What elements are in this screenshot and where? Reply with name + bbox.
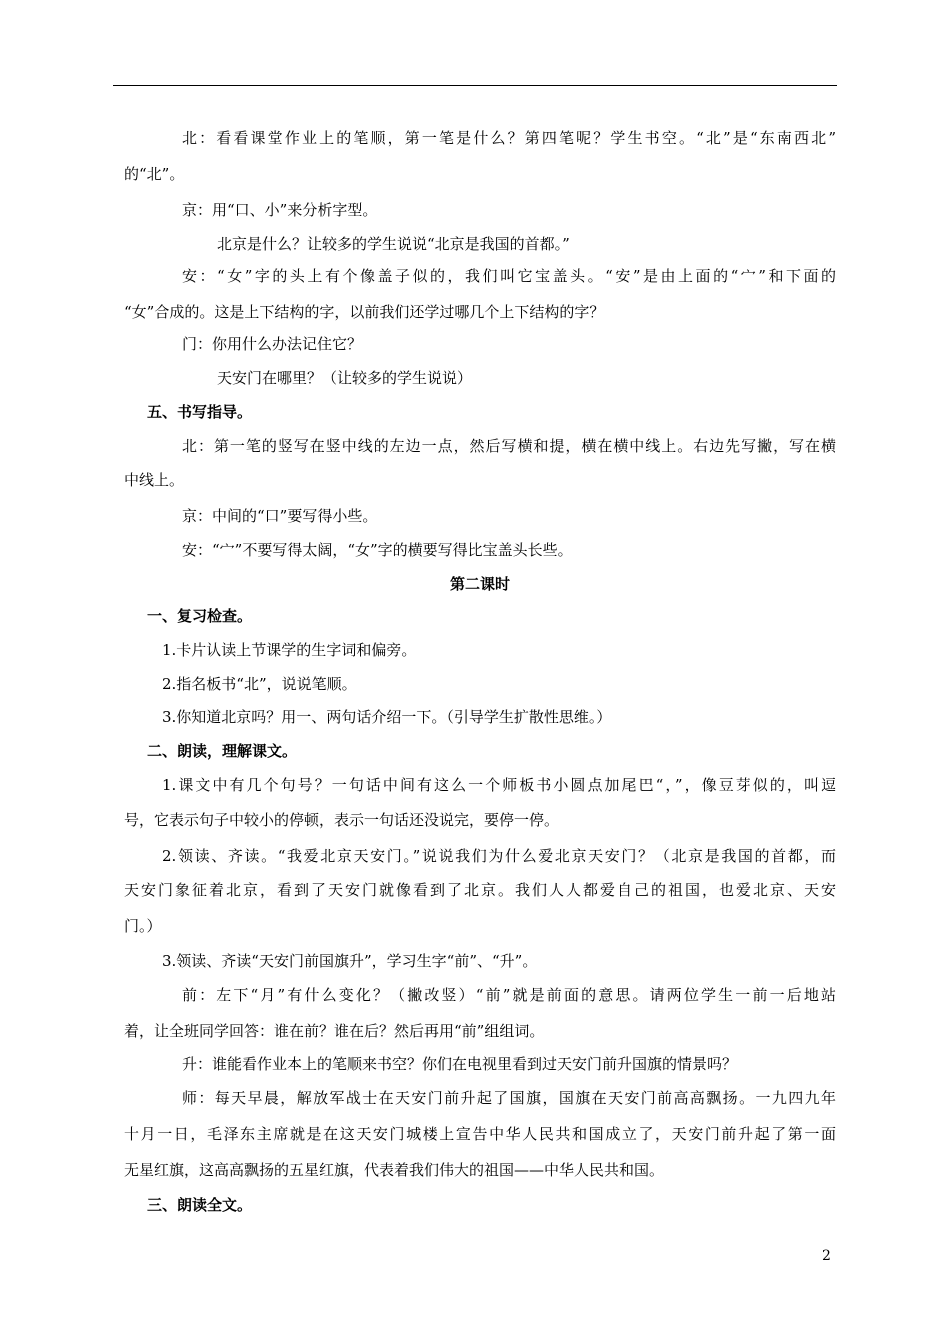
text-line: 安：“女”字的头上有个像盖子似的，我们叫它宝盖头。“安”是由上面的“宀”和下面的: [182, 267, 836, 285]
text-line: 十月一日，毛泽东主席就是在这天安门城楼上宣告中华人民共和国成立了，天安门前升起了第一面: [124, 1125, 836, 1143]
text-line: 的“北”。: [124, 165, 185, 183]
text-line: 2.领读、齐读。“我爱北京天安门。”说说我们为什么爱北京天安门？（北京是我国的首都，而: [162, 847, 836, 865]
header-rule: [113, 85, 837, 86]
text-line: 升：谁能看作业本上的笔顺来书空？你们在电视里看到过天安门前升国旗的情景吗？: [182, 1055, 738, 1073]
text-line: 安：“宀”不要写得太阔，“女”字的横要写得比宝盖头长些。: [182, 541, 573, 559]
text-line: 3.领读、齐读“天安门前国旗升”，学习生字“前”、“升”。: [162, 952, 538, 970]
text-line: 北：第一笔的竖写在竖中线的左边一点，然后写横和提，横在横中线上。右边先写撇，写在横: [182, 437, 836, 455]
text-line: 1.卡片认读上节课学的生字词和偏旁。: [162, 641, 417, 659]
text-line: 号，它表示句子中较小的停顿，表示一句话还没说完，要停一停。: [124, 811, 560, 829]
text-line: 无星红旗，这高高飘扬的五星红旗，代表着我们伟大的祖国——中华人民共和国。: [124, 1161, 665, 1179]
text-line: 3.你知道北京吗？用一、两句话介绍一下。（引导学生扩散性思维。）: [162, 708, 612, 726]
text-line: 1.课文中有几个句号？一句话中间有这么一个师板书小圆点加尾巴“，”，像豆芽似的，叫逗: [162, 776, 836, 794]
section-heading: 二、朗读，理解课文。: [147, 742, 298, 760]
text-line: 京：中间的“口”要写得小些。: [182, 507, 378, 525]
text-line: 中线上。: [124, 471, 185, 489]
lesson-title: 第二课时: [449, 575, 510, 593]
text-line: 天安门在哪里？（让较多的学生说说）: [217, 369, 473, 387]
text-line: 北京是什么？让较多的学生说说“北京是我国的首都。”: [217, 235, 570, 253]
text-line: 天安门象征着北京，看到了天安门就像看到了北京。我们人人都爱自己的祖国，也爱北京、天安: [124, 881, 836, 899]
section-heading: 三、朗读全文。: [147, 1196, 253, 1214]
text-line: “女”合成的。这是上下结构的字，以前我们还学过哪几个上下结构的字？: [124, 303, 605, 321]
text-line: 着，让全班同学回答：谁在前？谁在后？然后再用“前”组组词。: [124, 1022, 545, 1040]
text-line: 师：每天早晨，解放军战士在天安门前升起了国旗，国旗在天安门前高高飘扬。一九四九年: [182, 1089, 836, 1107]
text-line: 门。）: [124, 917, 162, 935]
text-line: 北：看看课堂作业上的笔顺，第一笔是什么？第四笔呢？学生书空。“北”是“东南西北”: [182, 129, 836, 147]
text-line: 门：你用什么办法记住它？: [182, 335, 363, 353]
text-line: 前：左下“月”有什么变化？（撇改竖）“前”就是前面的意思。请两位学生一前一后地站: [182, 986, 836, 1004]
section-heading: 一、复习检查。: [147, 607, 253, 625]
text-line: 2.指名板书“北”，说说笔顺。: [162, 675, 357, 693]
text-line: 京：用“口、小”来分析字型。: [182, 201, 378, 219]
page-number: 2: [822, 1248, 831, 1264]
section-heading: 五、书写指导。: [147, 403, 253, 421]
